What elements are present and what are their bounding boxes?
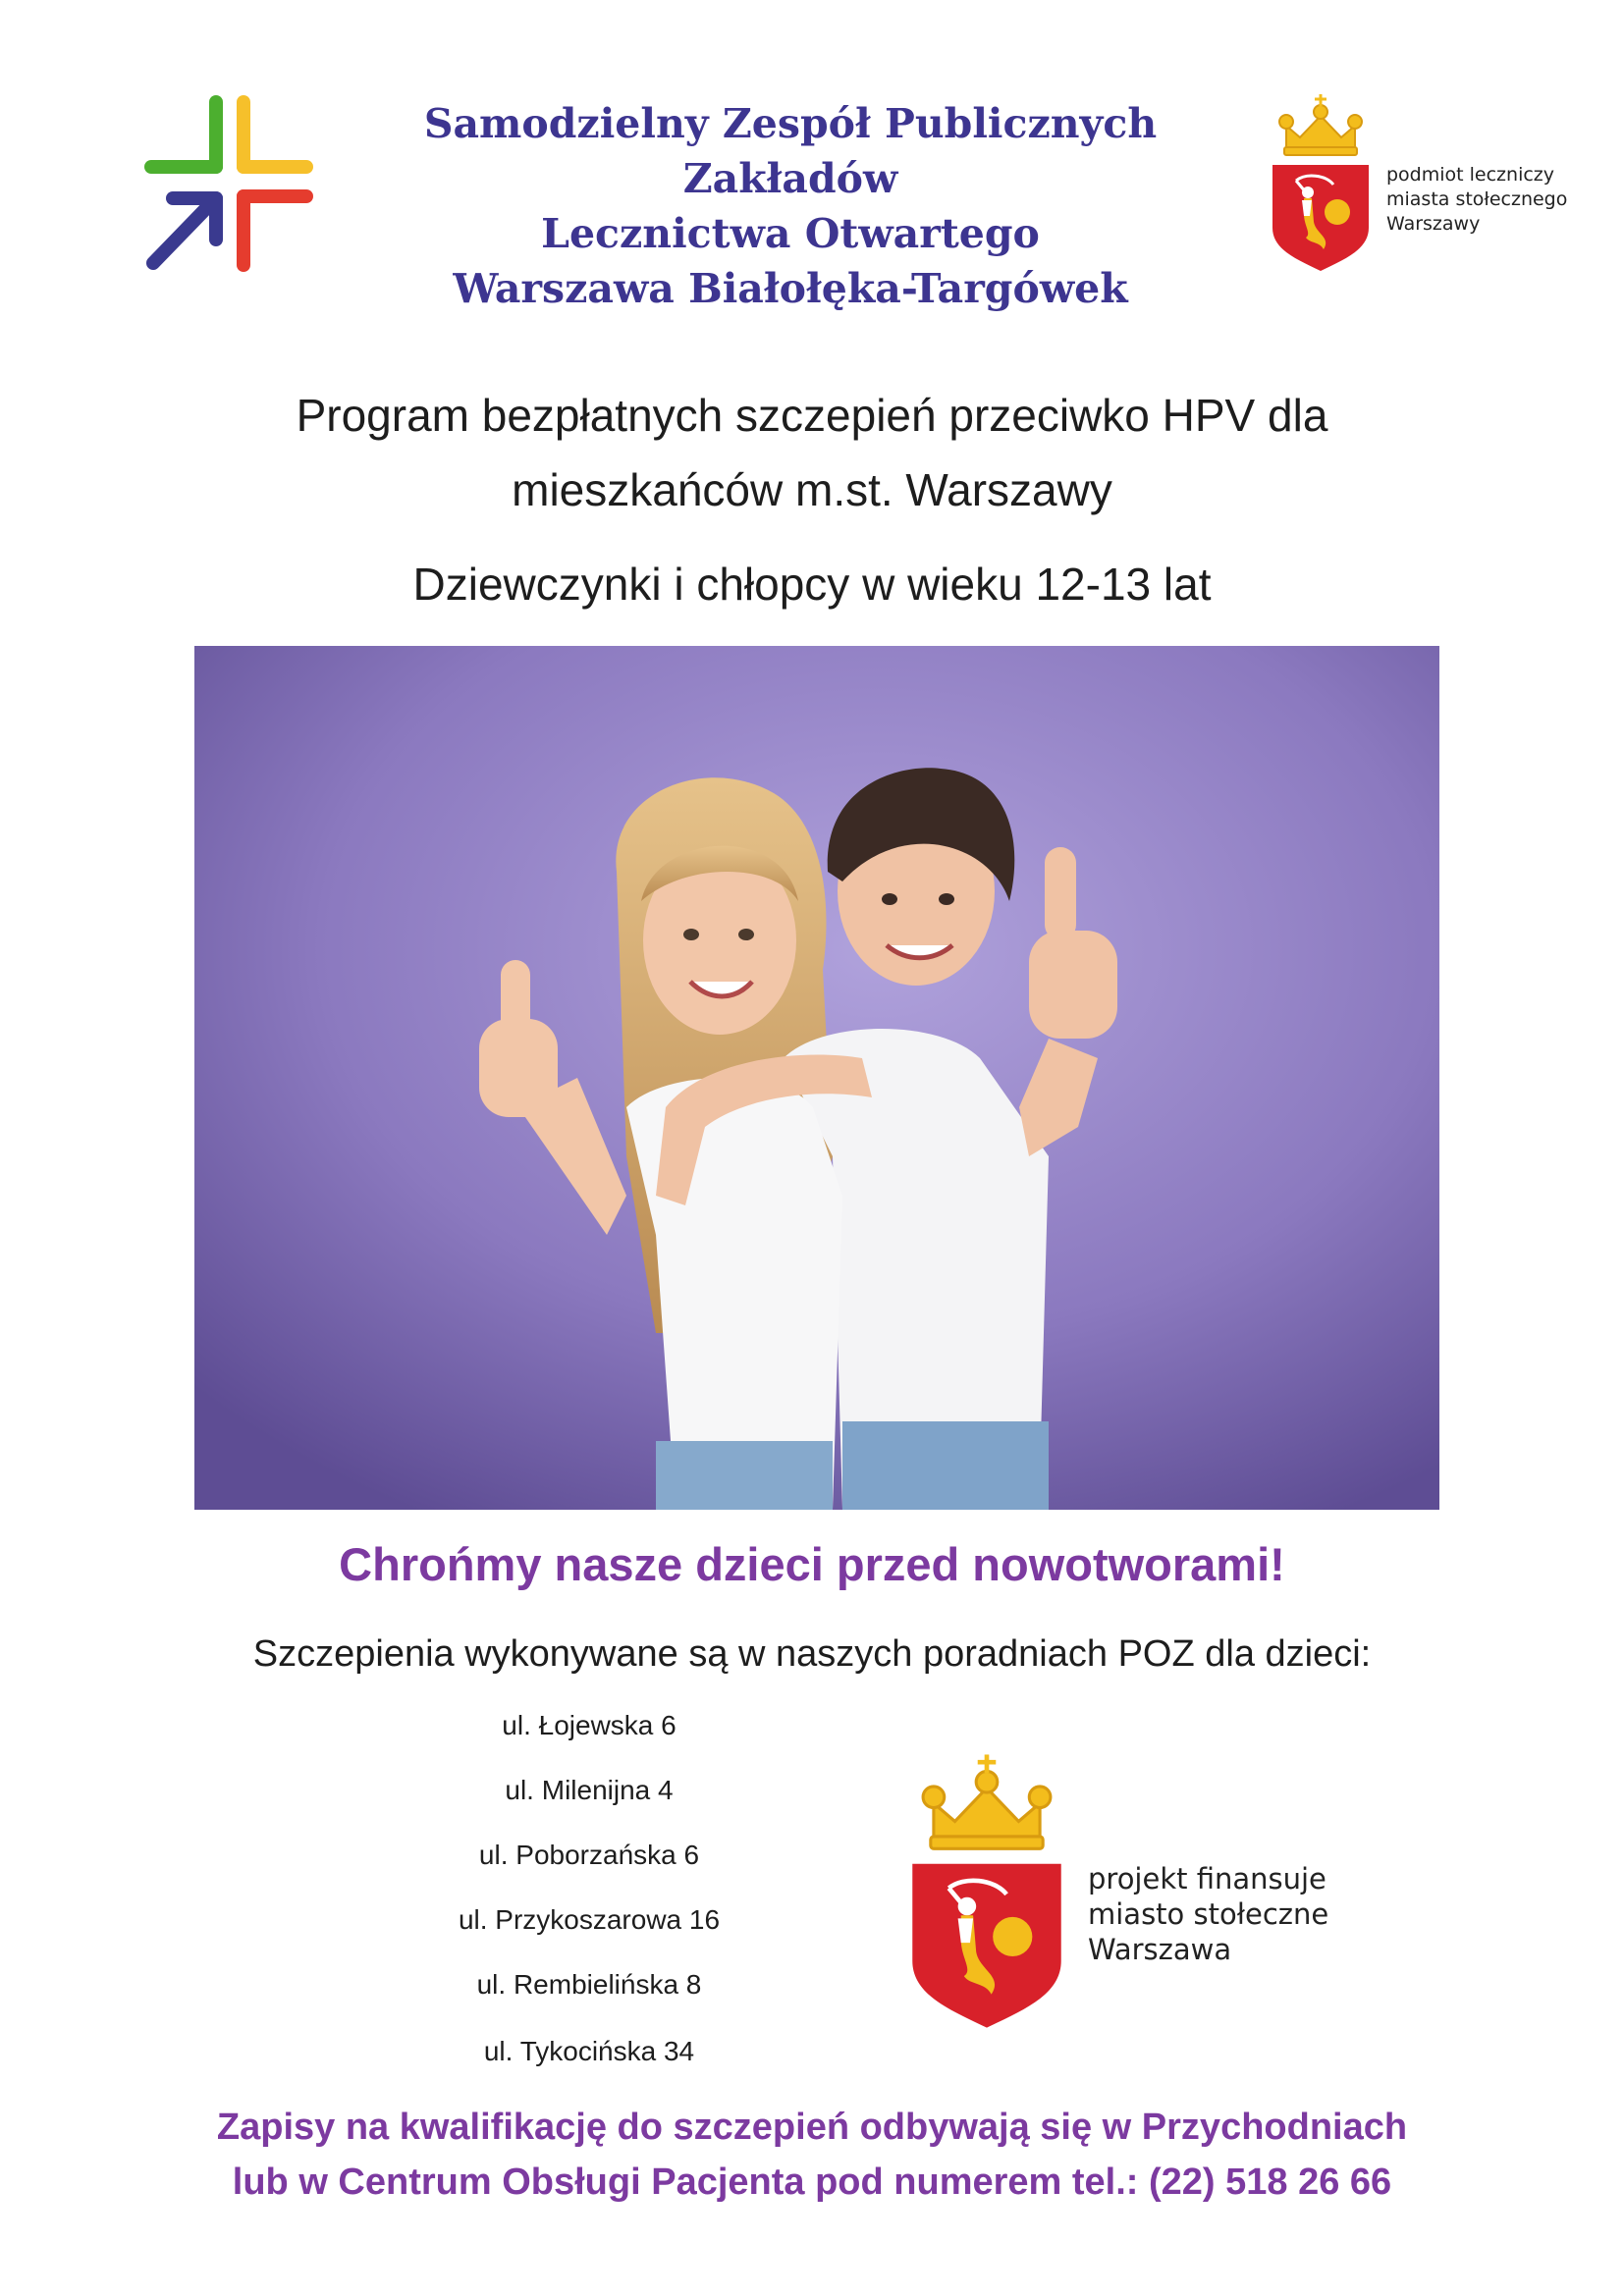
clinics-intro: Szczepienia wykonywane są w naszych poradniach POZ dla dzieci: (252, 1633, 1372, 1675)
program-audience: Dziewczynki i chłopcy w wieku 12-13 lat (412, 559, 1212, 610)
medical-cross-arrows-icon (137, 90, 320, 277)
city-badge-caption (1386, 163, 1612, 237)
two-children-thumbs-up-photo (194, 646, 1439, 1510)
slogan-heading: Chrońmy nasze dzieci przed nowotworami! (339, 1538, 1285, 1590)
funding-badge-caption-line: projekt finansuje (1088, 1862, 1326, 1896)
funding-badge-caption-line: Warszawa (1088, 1933, 1232, 1966)
city-badge-caption-line: miasta stołecznego (1386, 188, 1568, 210)
program-title-line: mieszkańców m.st. Warszawy (512, 464, 1112, 515)
warsaw-coat-of-arms-icon (1267, 90, 1375, 273)
organization-name-line: Samodzielny Zespół Publicznych Zakładów (423, 100, 1158, 202)
clinic-address: ul. Tykocińska 34 (483, 2036, 695, 2066)
clinic-address: ul. Rembielińska 8 (476, 1969, 702, 2000)
program-title-line: Program bezpłatnych szczepień przeciwko HPV dla (296, 390, 1328, 441)
city-badge-caption-line: Warszawy (1386, 213, 1481, 235)
funding-badge-caption-line: miasto stołeczne (1088, 1897, 1329, 1931)
funding-badge-caption (1088, 1861, 1402, 1967)
city-badge-caption-line: podmiot leczniczy (1386, 164, 1555, 186)
clinic-address: ul. Milenijna 4 (505, 1775, 674, 1805)
organization-name-line: Warszawa Białołęka-Targówek (453, 265, 1128, 312)
organization-name-line: Lecznictwa Otwartego (541, 210, 1040, 257)
organization-name (324, 96, 1257, 316)
registration-info-line: Zapisy na kwalifikację do szczepień odbywają się w Przychodniach (216, 2107, 1408, 2148)
clinic-address: ul. Przykoszarowa 16 (458, 1904, 721, 1935)
registration-info-line: lub w Centrum Obsługi Pacjenta pod numerem tel.: (22) 518 26 66 (232, 2162, 1392, 2203)
clinic-address: ul. Łojewska 6 (502, 1710, 677, 1740)
clinic-address: ul. Poborzańska 6 (478, 1840, 700, 1870)
warsaw-coat-of-arms-icon (903, 1747, 1070, 2032)
